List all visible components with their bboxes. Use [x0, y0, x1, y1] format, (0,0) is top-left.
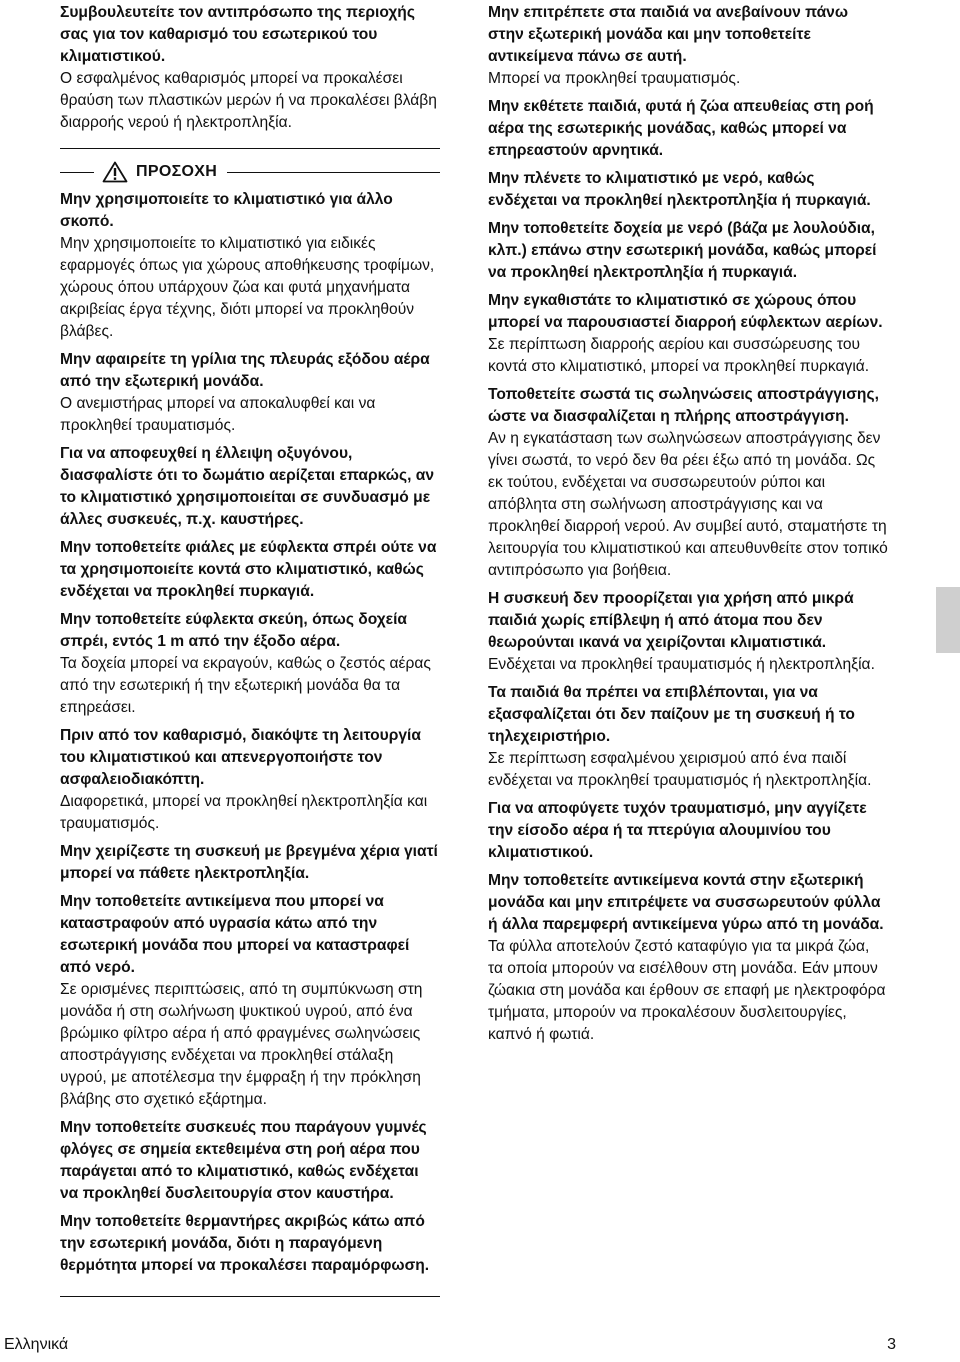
- section-bottom-rule: [60, 1296, 440, 1297]
- warning-item: [60, 891, 440, 1111]
- left-items: [60, 189, 440, 1277]
- warning-item-text: Μπορεί να προκληθεί τραυματισμός.: [488, 70, 741, 87]
- caution-heading: [60, 161, 440, 183]
- warning-item-bold: Μην τοποθετείτε συσκευές που παράγουν γυμνές φλόγες σε σημεία εκτεθειμένα στη ροή αέρα που παράγεται από το κλιματιστικό, καθώς ενδέχεται να προκληθεί δυσλειτουργία στον καυστήρα.: [60, 1119, 427, 1202]
- warning-item-text: Τα δοχεία μπορεί να εκραγούν, καθώς ο ζεστός αέρας από την εσωτερική ή την εξωτερική μονάδα θα τα επηρεάσει.: [60, 655, 431, 716]
- warning-item-bold: Μην τοποθετείτε αντικείμενα κοντά στην εξωτερική μονάδα και μην επιτρέψετε να συσσωρευτούν φύλλα ή άλλα παρεμφερή αντικείμενα γύρω από τη μονάδα.: [488, 872, 884, 933]
- warning-item: [60, 1117, 440, 1205]
- warning-item-text: Σε περίπτωση διαρροής αερίου και συσσώρευσης του κοντά στο κλιματιστικό, μπορεί να προκληθεί πυρκαγιά.: [488, 336, 870, 375]
- warning-item-text: Αν η εγκατάσταση των σωληνώσεων αποστράγγισης δεν γίνει σωστά, το νερό δεν θα ρέει έξω από τη μονάδα. Ως εκ τούτου, ενδέχεται να συσσωρευτούν ρύποι και απόβλητα στη σωλήνωση αποστράγγισης και να προκληθεί διαρροή νερού. Αν συμβεί αυτό, σταματήστε τη λειτουργία του κλιματιστικού και απευθυνθείτε στον τοπικό αντιπρόσωπο για βοήθεια.: [488, 430, 888, 579]
- footer-language: Ελληνικά: [4, 1336, 69, 1353]
- warning-item: [488, 798, 888, 864]
- caution-line-left: [60, 172, 94, 173]
- warning-item-bold: Για να αποφευχθεί η έλλειψη οξυγόνου, διασφαλίστε ότι το δωμάτιο αερίζεται επαρκώς, αν το κλιματιστικό χρησιμοποιείται σε συνδυασμό με άλλες συσκευές, π.χ. καυστήρες.: [60, 445, 434, 528]
- caution-label: ΠΡΟΣΟΧΗ: [136, 163, 218, 180]
- intro-paragraph: [60, 2, 440, 134]
- warning-item: [488, 682, 888, 792]
- caution-top-rule: [60, 148, 440, 149]
- warning-item: [488, 588, 888, 676]
- warning-item-bold: Για να αποφύγετε τυχόν τραυματισμό, μην αγγίζετε την είσοδο αέρα ή τα πτερύγια αλουμινίου του κλιματιστικού.: [488, 800, 867, 861]
- warning-item-bold: Μην πλένετε το κλιματιστικό με νερό, καθώς ενδέχεται να προκληθεί ηλεκτροπληξία ή πυρκαγιά.: [488, 170, 871, 209]
- warning-item: [60, 537, 440, 603]
- warning-item-text: Ενδέχεται να προκληθεί τραυματισμός ή ηλεκτροπληξία.: [488, 656, 875, 673]
- left-column: [60, 2, 440, 1283]
- warning-item-bold: Τα παιδιά θα πρέπει να επιβλέπονται, για να εξασφαλίζεται ότι δεν παίζουν με τη συσκευή ή το τηλεχειριστήριο.: [488, 684, 855, 745]
- footer-page-number: 3: [887, 1336, 896, 1353]
- intro-bold: Συμβουλευτείτε τον αντιπρόσωπο της περιοχής σας για τον καθαρισμό του εσωτερικού του κλιματιστικού.: [60, 4, 415, 65]
- warning-item: [60, 725, 440, 835]
- warning-item: [60, 609, 440, 719]
- warning-item-bold: Τοποθετείτε σωστά τις σωληνώσεις αποστράγγισης, ώστε να διασφαλίζεται η πλήρης αποστράγγιση.: [488, 386, 879, 425]
- warning-item: [488, 168, 888, 212]
- warning-item: [488, 2, 888, 90]
- warning-item: [488, 290, 888, 378]
- warning-item-bold: Μην τοποθετείτε θερμαντήρες ακριβώς κάτω από την εσωτερική μονάδα, διότι η παραγόμενη θερμότητα μπορεί να προκαλέσει παραμόρφωση.: [60, 1213, 430, 1274]
- warning-item-bold: Μην τοποθετείτε φιάλες με εύφλεκτα σπρέι ούτε να τα χρησιμοποιείτε κοντά στο κλιματιστικό, καθώς ενδέχεται να προκληθεί πυρκαγιά.: [60, 539, 437, 600]
- warning-item: [60, 443, 440, 531]
- warning-item-bold: Μην εκθέτετε παιδιά, φυτά ή ζώα απευθείας στη ροή αέρα της εσωτερικής μονάδας, καθώς μπορεί να επηρεαστούν αρνητικά.: [488, 98, 874, 159]
- warning-item: [488, 96, 888, 162]
- warning-item-text: Σε περίπτωση εσφαλμένου χειρισμού από ένα παιδί ενδέχεται να προκληθεί τραυματισμός ή ηλεκτροπληξία.: [488, 750, 872, 789]
- warning-item: [488, 870, 888, 1046]
- warning-item-bold: Μην χειρίζεστε τη συσκευή με βρεγμένα χέρια γιατί μπορεί να πάθετε ηλεκτροπληξία.: [60, 843, 438, 882]
- warning-item-bold: Μην χρησιμοποιείτε το κλιματιστικό για άλλο σκοπό.: [60, 191, 393, 230]
- warning-item-text: Τα φύλλα αποτελούν ζεστό καταφύγιο για τα μικρά ζώα, τα οποία μπορούν να εισέλθουν στη μονάδα. Εάν μπουν ζώακια στη μονάδα και έρθουν σε επαφή με ηλεκτροφόρα τμήματα, μπορούν να προκαλέσουν δυσλειτουργίες, καπνό ή φωτιά.: [488, 938, 886, 1043]
- warning-item-bold: Μην τοποθετείτε εύφλεκτα σκεύη, όπως δοχεία σπρέι, εντός 1 m από την έξοδο αέρα.: [60, 611, 407, 650]
- right-items: [488, 2, 888, 1046]
- caution-line-right: [227, 172, 440, 173]
- warning-item: [60, 349, 440, 437]
- warning-item: [488, 384, 888, 582]
- warning-item-bold: Μην τοποθετείτε δοχεία με νερό (βάζα με λουλούδια, κλπ.) επάνω στην εσωτερική μονάδα, καθώς μπορεί να προκληθεί ηλεκτροπληξία ή πυρκαγιά.: [488, 220, 877, 281]
- warning-item-bold: Μην τοποθετείτε αντικείμενα που μπορεί να καταστραφούν από υγρασία κάτω από την εσωτερική μονάδα που μπορεί να καταστραφεί από νερό.: [60, 893, 410, 976]
- warning-item-bold: Πριν από τον καθαρισμό, διακόψτε τη λειτουργία του κλιματιστικού και απενεργοποιήστε τον ασφαλειοδιακόπτη.: [60, 727, 421, 788]
- warning-item: [60, 1211, 440, 1277]
- warning-triangle-icon: [102, 161, 128, 183]
- language-side-tab: [936, 587, 960, 653]
- warning-item-bold: Μην αφαιρείτε τη γρίλια της πλευράς εξόδου αέρα από την εξωτερική μονάδα.: [60, 351, 430, 390]
- intro-normal: Ο εσφαλμένος καθαρισμός μπορεί να προκαλέσει θραύση των πλαστικών μερών ή να προκαλέσει βλάβη διαρροής νερού ή ηλεκτροπληξία.: [60, 70, 437, 131]
- warning-item-text: Ο ανεμιστήρας μπορεί να αποκαλυφθεί και να προκληθεί τραυματισμός.: [60, 395, 376, 434]
- warning-item-text: Διαφορετικά, μπορεί να προκληθεί ηλεκτροπληξία και τραυματισμός.: [60, 793, 428, 832]
- warning-item: [60, 189, 440, 343]
- warning-item-bold: Η συσκευή δεν προορίζεται για χρήση από μικρά παιδιά χωρίς επίβλεψη ή από άτομα που δεν θεωρούνται ικανά να χειρίζονται κλιματιστικά.: [488, 590, 854, 651]
- warning-item-bold: Μην εγκαθιστάτε το κλιματιστικό σε χώρους όπου μπορεί να παρουσιαστεί διαρροή εύφλεκτων αερίων.: [488, 292, 883, 331]
- warning-item: [60, 841, 440, 885]
- warning-item-text: Μην χρησιμοποιείτε το κλιματιστικό για ειδικές εφαρμογές όπως για χώρους αποθήκευσης τροφίμων, χώρους όπου υπάρχουν ζώα και φυτά μηχανήματα ακριβείας έργα τέχνης, διότι μπορεί να προκληθούν βλάβες.: [60, 235, 435, 340]
- warning-item-text: Σε ορισμένες περιπτώσεις, από τη συμπύκνωση στη μονάδα ή στη σωλήνωση ψυκτικού υγρού, από ένα βρώμικο φίλτρο αέρα ή από φραγμένες σωληνώσεις αποστράγγισης ενδέχεται να προκληθεί στάλαξη υγρού, με αποτέλεσμα την έμφραξη ή την πρόκληση βλάβης στο σχετικό εξάρτημα.: [60, 981, 423, 1108]
- warning-item: [488, 218, 888, 284]
- right-column: [488, 2, 888, 1052]
- warning-item-bold: Μην επιτρέπετε στα παιδιά να ανεβαίνουν πάνω στην εξωτερική μονάδα και μην τοποθετείτε αντικείμενα πάνω σε αυτή.: [488, 4, 849, 65]
